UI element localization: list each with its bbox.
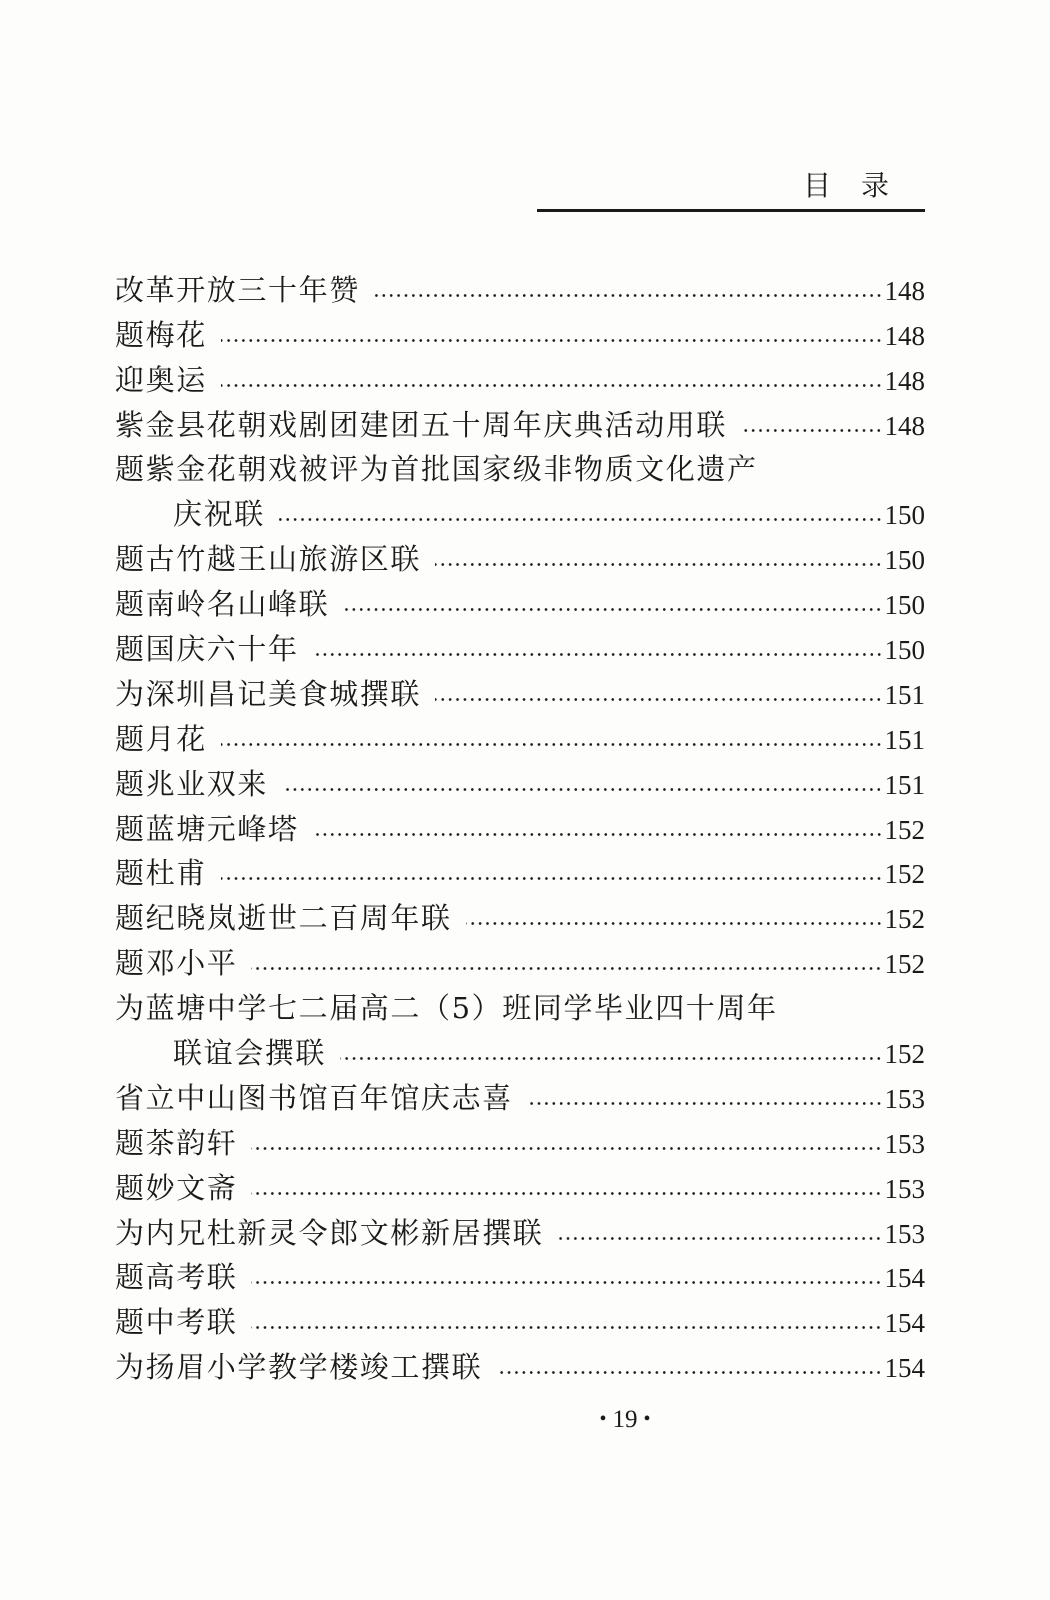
toc-entry[interactable] xyxy=(115,268,925,313)
toc-entry[interactable] xyxy=(115,313,925,358)
toc-entry-title: 题邓小平 xyxy=(115,946,238,981)
dot-leader xyxy=(527,1102,883,1105)
toc-entry[interactable] xyxy=(115,492,925,537)
bullet-left: • xyxy=(599,1408,607,1430)
toc-entry-title: 题中考联 xyxy=(115,1305,238,1340)
dot-leader xyxy=(251,1281,882,1284)
dot-leader xyxy=(282,788,882,791)
toc-entry[interactable] xyxy=(115,1256,925,1301)
toc-entry-title: 为扬眉小学教学楼竣工撰联 xyxy=(115,1350,483,1385)
toc-entry[interactable] xyxy=(115,1031,925,1076)
toc-entry[interactable] xyxy=(115,1211,925,1256)
toc-entry[interactable] xyxy=(115,672,925,717)
toc-entry-title: 题紫金花朝戏被评为首批国家级非物质文化遗产 xyxy=(115,452,758,487)
toc-entry-title: 题茶韵轩 xyxy=(115,1125,238,1160)
header-rule xyxy=(537,209,925,212)
toc-entry-page: 151 xyxy=(884,769,925,800)
running-header xyxy=(537,168,925,212)
dot-leader xyxy=(496,1371,882,1374)
dot-leader xyxy=(435,563,882,566)
page-title: 目录 xyxy=(802,169,919,202)
toc-entry-page: 148 xyxy=(884,275,925,306)
dot-leader xyxy=(221,339,883,342)
toc-entry[interactable] xyxy=(115,1076,925,1121)
dot-leader xyxy=(251,967,882,970)
toc-entry[interactable] xyxy=(115,941,925,986)
toc-entry-title: 题古竹越王山旅游区联 xyxy=(115,542,422,577)
toc-entry-title: 为深圳昌记美食城撰联 xyxy=(115,676,422,711)
toc-entry[interactable] xyxy=(115,1166,925,1211)
toc-entry-page: 150 xyxy=(884,635,925,666)
toc-entry-page: 152 xyxy=(884,859,925,890)
toc-entry-title: 紫金县花朝戏剧团建团五十周年庆典活动用联 xyxy=(115,407,728,442)
toc-entry[interactable] xyxy=(115,403,925,448)
bullet-right: • xyxy=(643,1408,651,1430)
toc-entry-page: 153 xyxy=(884,1218,925,1249)
toc-entry-title: 题兆业双来 xyxy=(115,766,269,801)
toc-entry-title: 题杜甫 xyxy=(115,856,207,891)
toc-entry-page: 148 xyxy=(884,365,925,396)
dot-leader xyxy=(313,833,883,836)
page-footer xyxy=(0,1404,1050,1435)
dot-leader xyxy=(251,1326,882,1329)
page-number: 19 xyxy=(612,1406,638,1433)
toc-entry[interactable] xyxy=(115,896,925,941)
toc-entry-page: 154 xyxy=(884,1353,925,1384)
dot-leader xyxy=(221,743,883,746)
toc-entry-page: 153 xyxy=(884,1173,925,1204)
dot-leader xyxy=(340,1057,882,1060)
toc-entry[interactable] xyxy=(115,582,925,627)
toc-entry[interactable] xyxy=(115,1345,925,1390)
toc-entry-title: 题梅花 xyxy=(115,317,207,352)
dot-leader xyxy=(374,294,883,297)
toc-entry[interactable] xyxy=(115,807,925,852)
toc-entry[interactable] xyxy=(115,448,925,493)
toc-entry[interactable] xyxy=(115,1300,925,1345)
dot-leader xyxy=(741,429,882,432)
toc-entry-title: 庆祝联 xyxy=(173,497,265,532)
dot-leader xyxy=(279,518,883,521)
toc-entry-page: 152 xyxy=(884,1039,925,1070)
toc-entry-title: 为蓝塘中学七二届高二（5）班同学毕业四十周年 xyxy=(115,991,778,1026)
toc-entry-title: 题高考联 xyxy=(115,1260,238,1295)
toc-entry[interactable] xyxy=(115,986,925,1031)
toc-entry-title: 迎奥运 xyxy=(115,362,207,397)
toc-entry-page: 152 xyxy=(884,814,925,845)
toc-entry-page: 153 xyxy=(884,1128,925,1159)
toc-entry-page: 153 xyxy=(884,1083,925,1114)
toc-entry[interactable] xyxy=(115,358,925,403)
toc-entry[interactable] xyxy=(115,1121,925,1166)
toc-entry[interactable] xyxy=(115,717,925,762)
toc-entry[interactable] xyxy=(115,852,925,897)
toc-entry[interactable] xyxy=(115,627,925,672)
toc-entry[interactable] xyxy=(115,762,925,807)
toc-entry-page: 151 xyxy=(884,679,925,710)
dot-leader xyxy=(435,698,882,701)
toc-entry-page: 151 xyxy=(884,724,925,755)
toc-entry-title: 题蓝塘元峰塔 xyxy=(115,811,299,846)
dot-leader xyxy=(557,1237,882,1240)
toc-entry-page: 148 xyxy=(884,320,925,351)
toc-entry-title: 题纪晓岚逝世二百周年联 xyxy=(115,901,452,936)
dot-leader xyxy=(343,608,882,611)
dot-leader xyxy=(221,877,883,880)
toc-entry-page: 152 xyxy=(884,904,925,935)
toc-entry-page: 154 xyxy=(884,1308,925,1339)
toc-entry-page: 150 xyxy=(884,545,925,576)
toc-entry-title: 为内兄杜新灵令郎文彬新居撰联 xyxy=(115,1215,544,1250)
dot-leader xyxy=(221,384,883,387)
toc-entry-page: 152 xyxy=(884,949,925,980)
toc-entry-page: 150 xyxy=(884,590,925,621)
dot-leader xyxy=(251,1147,882,1150)
toc-entry-title: 改革开放三十年赞 xyxy=(115,272,360,307)
dot-leader xyxy=(251,1192,882,1195)
toc-entry-title: 题月花 xyxy=(115,721,207,756)
toc-entry-title: 联谊会撰联 xyxy=(173,1036,327,1071)
table-of-contents xyxy=(115,268,925,1390)
toc-entry-title: 题妙文斋 xyxy=(115,1170,238,1205)
toc-entry-page: 150 xyxy=(884,500,925,531)
dot-leader xyxy=(313,653,883,656)
dot-leader xyxy=(466,922,883,925)
toc-entry-title: 省立中山图书馆百年馆庆志喜 xyxy=(115,1080,513,1115)
toc-entry-title: 题南岭名山峰联 xyxy=(115,587,330,622)
toc-entry-page: 154 xyxy=(884,1263,925,1294)
toc-entry[interactable] xyxy=(115,537,925,582)
toc-entry-title: 题国庆六十年 xyxy=(115,632,299,667)
toc-entry-page: 148 xyxy=(884,410,925,441)
